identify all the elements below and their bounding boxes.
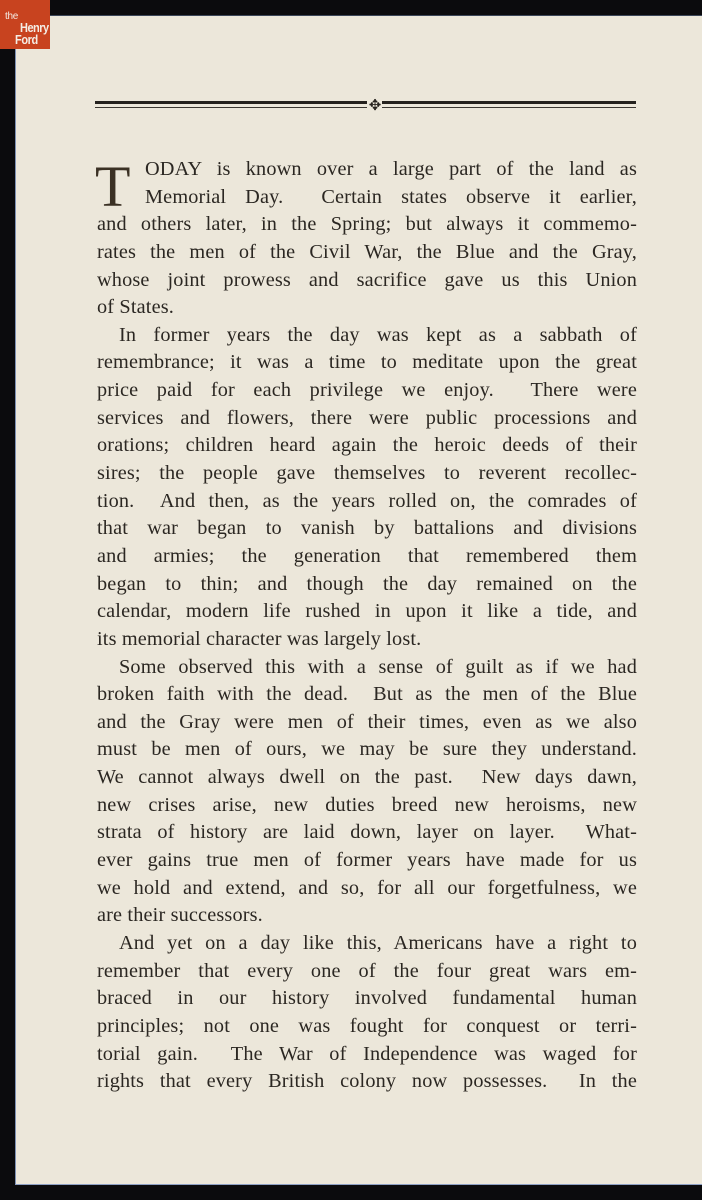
text-line: and the Gray were men of their times, even as we also: [97, 710, 637, 733]
text-line: And yet on a day like this, Americans have a right to: [119, 931, 637, 954]
fleuron-icon: ✥: [368, 96, 382, 114]
paragraph-4: [97, 930, 637, 1096]
text-line: sires; the people gave themselves to reverent recollec-: [97, 462, 637, 485]
text-line: we hold and extend, and so, for all our forgetfulness, we: [97, 876, 637, 899]
text-line: services and flowers, there were public processions and: [97, 406, 637, 429]
text-line: remembrance; it was a time to meditate upon the great: [97, 351, 637, 374]
text-line: of States.: [97, 296, 174, 319]
text-line: began to thin; and though the day remained on the: [97, 572, 637, 595]
text-line: broken faith with the dead. But as the men of the Blue: [97, 683, 637, 706]
text-line: price paid for each privilege we enjoy. There were: [97, 379, 637, 402]
text-line: braced in our history involved fundamental human: [97, 987, 637, 1010]
text-line: Memorial Day. Certain states observe it earlier,: [145, 185, 637, 208]
text-line: that war began to vanish by battalions and divisions: [97, 517, 637, 540]
rule-thick-line: [382, 101, 636, 104]
paragraph-1: [97, 156, 637, 322]
text-line: must be men of ours, we may be sure they understand.: [97, 738, 637, 761]
text-line: orations; children heard again the heroic deeds of their: [97, 434, 637, 457]
text-line: calendar, modern life rushed in upon it like a tide, and: [97, 600, 637, 623]
text-line: We cannot always dwell on the past. New days dawn,: [97, 766, 637, 789]
text-line: Some observed this with a sense of guilt as if we had: [119, 655, 637, 678]
text-line: and others later, in the Spring; but always it commemo-: [97, 213, 637, 236]
text-line: its memorial character was largely lost.: [97, 627, 422, 650]
text-line: rates the men of the Civil War, the Blue and the Gray,: [97, 240, 637, 263]
watermark-henry: Henry: [20, 21, 49, 36]
text-line: tion. And then, as the years rolled on, the comrades of: [97, 489, 637, 512]
text-line: remember that every one of the four great wars em-: [97, 959, 637, 982]
rule-thin-line: [382, 107, 636, 108]
text-line: and armies; the generation that remembered them: [97, 544, 637, 567]
text-line: new crises arise, new duties breed new heroisms, new: [97, 793, 637, 816]
text-line: strata of history are laid down, layer on layer. What-: [97, 821, 637, 844]
rule-thin-line: [95, 107, 367, 108]
text-line: torial gain. The War of Independence was waged for: [97, 1042, 637, 1065]
text-line: ODAY is known over a large part of the land as: [145, 158, 637, 180]
text-line: ever gains true men of former years have made for us: [97, 849, 637, 872]
text-line: are their successors.: [97, 904, 263, 927]
decorative-rule-right: [382, 100, 636, 114]
henry-ford-watermark: [0, 0, 50, 49]
drop-cap: T: [95, 154, 131, 219]
decorative-rule-left: [95, 100, 367, 114]
rule-thick-line: [95, 101, 367, 104]
body-text: [97, 156, 637, 1096]
watermark-the: the: [5, 11, 19, 22]
text-line: whose joint prowess and sacrifice gave us this Union: [97, 268, 637, 291]
text-line: principles; not one was fought for conquest or terri-: [97, 1014, 637, 1037]
watermark-ford: Ford: [15, 33, 38, 48]
text-line: rights that every British colony now possesses. In the: [97, 1070, 637, 1093]
paragraph-2: [97, 322, 637, 654]
paragraph-3: [97, 654, 637, 930]
text-line: In former years the day was kept as a sabbath of: [119, 323, 637, 346]
